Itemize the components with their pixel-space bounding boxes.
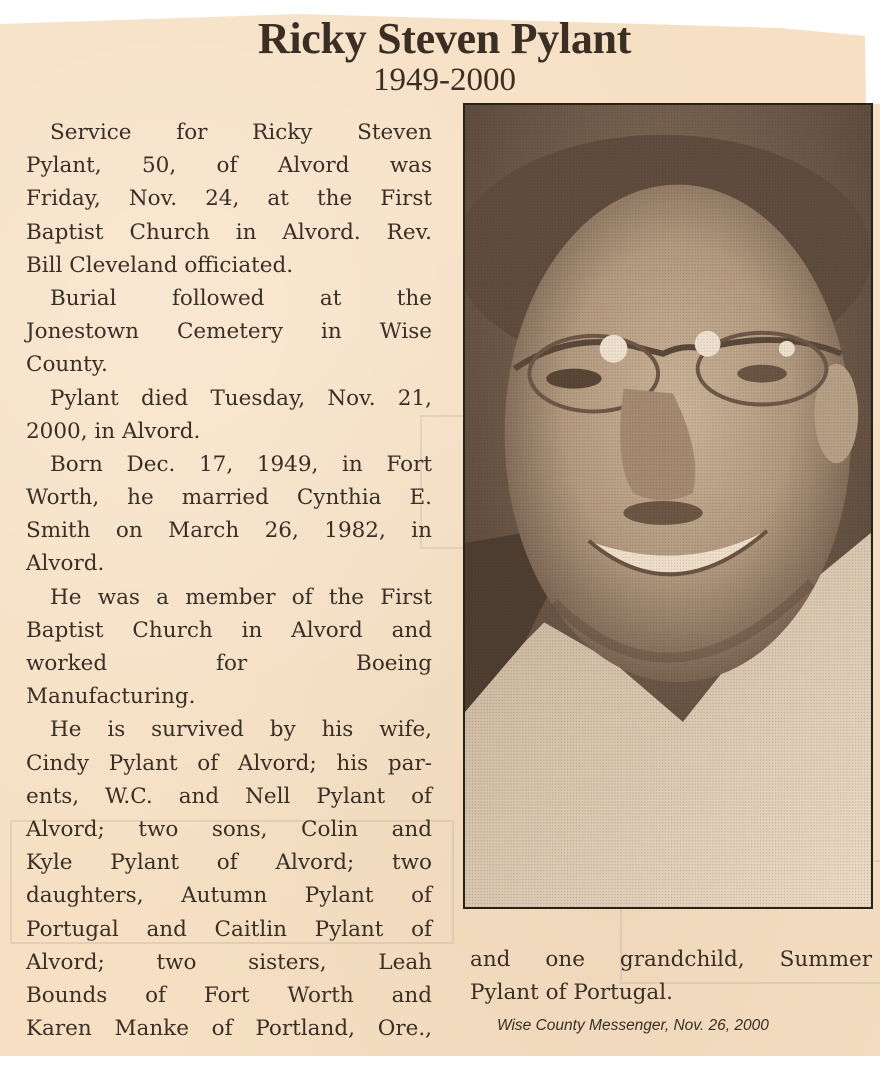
- text-line: [26, 946, 432, 979]
- text-line-content: Karen Manke of Portland, Ore.,: [26, 1016, 432, 1042]
- text-line: County.: [26, 352, 108, 378]
- text-line: [26, 913, 432, 946]
- text-line-content: and one grandchild, Summer: [470, 947, 872, 972]
- text-line-content: Service for Ricky Steven: [50, 120, 432, 145]
- text-line: [26, 713, 432, 746]
- text-line-content: Born Dec. 17, 1949, in Fort: [50, 451, 432, 477]
- text-line: [26, 747, 432, 780]
- text-line: [26, 116, 432, 149]
- text-line: [26, 614, 432, 647]
- text-line-content: Burial followed at the: [50, 285, 432, 311]
- text-line: [26, 382, 432, 415]
- text-line-content: Smith on March 26, 1982, in: [26, 518, 432, 544]
- text-line-content: Baptist Church in Alvord and: [26, 617, 432, 643]
- text-line-content: Worth, he married Cynthia E.: [26, 485, 432, 511]
- text-line-content: Pylant died Tuesday, Nov. 21,: [50, 385, 432, 411]
- text-line: [26, 481, 432, 514]
- text-line: [26, 581, 432, 614]
- text-line: Pylant of Portugal.: [470, 980, 673, 1006]
- text-line-content: ents, W.C. and Nell Pylant of: [26, 783, 432, 809]
- text-line-content: Kyle Pylant of Alvord; two: [26, 850, 432, 876]
- text-line-content: daughters, Autumn Pylant of: [26, 883, 432, 909]
- text-line-content: Baptist Church in Alvord. Rev.: [26, 219, 432, 245]
- text-line: Alvord.: [26, 551, 105, 577]
- source-credit: Wise County Messenger, Nov. 26, 2000: [497, 1017, 769, 1034]
- obituary-title: Ricky Steven Pylant: [257, 14, 632, 63]
- text-line: [26, 979, 432, 1012]
- text-line-content: Bounds of Fort Worth and: [26, 982, 432, 1008]
- text-line-content: Jonestown Cemetery in Wise: [26, 319, 432, 345]
- text-line-content: He was a member of the First: [50, 584, 432, 610]
- text-line: 2000, in Alvord.: [26, 418, 201, 444]
- text-line: [26, 282, 432, 315]
- text-line: [26, 1012, 432, 1045]
- text-line: [26, 780, 432, 813]
- text-line: [26, 846, 432, 879]
- text-line-content: Alvord; two sons, Colin and: [26, 816, 432, 842]
- text-line: Manufacturing.: [26, 684, 196, 710]
- text-line: [26, 514, 432, 547]
- text-line-content: Alvord; two sisters, Leah: [26, 949, 432, 975]
- text-line: [26, 813, 432, 846]
- text-line-content: Cindy Pylant of Alvord; his par-: [26, 750, 432, 776]
- text-line: [470, 943, 872, 976]
- text-line: [26, 149, 432, 182]
- obituary-continuation: [470, 943, 872, 1009]
- text-line-content: worked for Boeing: [26, 651, 432, 676]
- obituary-body: [26, 116, 432, 1045]
- portrait-photo: [463, 103, 873, 909]
- text-line: [26, 647, 432, 680]
- text-line: Bill Cleveland officiated.: [26, 252, 294, 278]
- text-line: [26, 879, 432, 912]
- text-line: [26, 216, 432, 249]
- text-line: [26, 182, 432, 215]
- text-line-content: Pylant, 50, of Alvord was: [26, 153, 432, 179]
- portrait-image: [465, 105, 871, 907]
- text-line: [26, 315, 432, 348]
- text-line: [26, 448, 432, 481]
- life-dates: 1949-2000: [373, 62, 516, 98]
- text-line-content: Friday, Nov. 24, at the First: [26, 186, 432, 212]
- text-line-content: Portugal and Caitlin Pylant of: [26, 916, 432, 942]
- text-line-content: He is survived by his wife,: [50, 717, 432, 743]
